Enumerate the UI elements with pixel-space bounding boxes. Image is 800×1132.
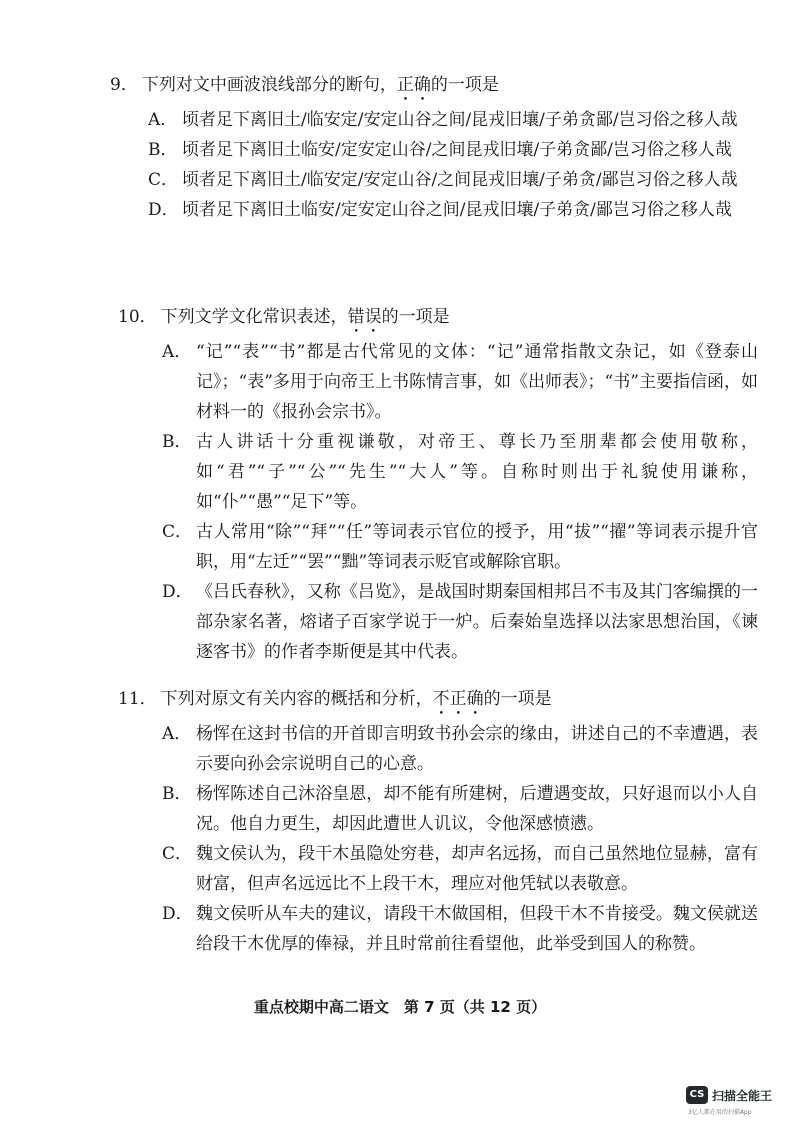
stem-emphasis: 正确 bbox=[396, 75, 431, 95]
stem-text: 下列对文中画波浪线部分的断句， bbox=[141, 75, 397, 95]
option-a bbox=[162, 337, 758, 427]
option-letter: C． bbox=[148, 170, 179, 190]
stem-text-end: 的一项是 bbox=[430, 75, 499, 95]
watermark-subtitle: 3亿人都在用的扫描App bbox=[688, 1109, 752, 1116]
option-b bbox=[162, 779, 758, 839]
option-letter: B． bbox=[162, 784, 192, 804]
option-text: 魏文侯听从车夫的建议，请段干木做国相，但段干木不肯接受。魏文侯就送给段干木优厚的俸禄，并且时常前往看望他，此举受到国人的称赞。 bbox=[196, 904, 758, 954]
stem-text: 下列文学文化常识表述， bbox=[160, 307, 348, 327]
option-text: 杨恽陈述自己沐浴皇恩，却不能有所建树，后遭遇变故，只好退而以小人自况。他自力更生，却因此遭世人讥议，令他深感愤懑。 bbox=[196, 784, 758, 834]
option-text: 古人常用“除”“拜”“任”等词表示官位的授予，用“拔”“擢”等词表示提升官职，用“左迁”“罢”“黜”等词表示贬官或解除官职。 bbox=[196, 522, 758, 572]
question-number: 11． bbox=[118, 689, 157, 709]
stem-text: 下列对原文有关内容的概括和分析， bbox=[160, 689, 433, 709]
question-stem bbox=[110, 70, 750, 105]
option-d bbox=[162, 577, 758, 667]
option-letter: A． bbox=[148, 110, 178, 130]
option-c bbox=[148, 165, 750, 195]
question-stem bbox=[118, 684, 758, 719]
question-stem bbox=[118, 302, 758, 337]
stem-text-end: 的一项是 bbox=[381, 307, 450, 327]
option-letter: A． bbox=[162, 724, 192, 744]
option-c bbox=[162, 517, 758, 577]
option-letter: A． bbox=[162, 342, 192, 362]
option-a bbox=[148, 105, 750, 135]
question-11 bbox=[118, 684, 758, 959]
option-a bbox=[162, 719, 758, 779]
option-d bbox=[162, 899, 758, 959]
option-letter: B． bbox=[162, 432, 192, 452]
option-b bbox=[148, 135, 750, 165]
option-text: 顷者足下离旧土/临安定/安定山谷/之间昆戎旧壤/子弟贪/鄙岂习俗之移人哉 bbox=[182, 170, 738, 190]
option-text: 顷者足下离旧土临安/定安定山谷/之间昆戎旧壤/子弟贪鄙/岂习俗之移人哉 bbox=[182, 140, 732, 160]
option-text: 顷者足下离旧土/临安定/安定山谷之间/昆戎旧壤/子弟贪鄙/岂习俗之移人哉 bbox=[182, 110, 738, 130]
option-text: 《吕氏春秋》，又称《吕览》，是战国时期秦国相邦吕不韦及其门客编撰的一部杂家名著，熔诸子百家学说于一炉。后秦始皇选择以法家思想治国，《谏逐客书》的作者李斯便是其中代表。 bbox=[196, 582, 758, 662]
page-footer: 重点校期中高二语文 第 7 页（共 12 页） bbox=[253, 998, 547, 1016]
scanner-watermark bbox=[686, 1086, 782, 1116]
option-text: 杨恽在这封书信的开首即言明致书孙会宗的缘由，讲述自己的不幸遭遇，表示要向孙会宗说明自己的心意。 bbox=[196, 724, 758, 774]
option-text: 顷者足下离旧土临安/定安定山谷之间/昆戎旧壤/子弟贪/鄙岂习俗之移人哉 bbox=[182, 200, 732, 220]
watermark-name: 扫描全能王 bbox=[712, 1089, 773, 1103]
option-letter: D． bbox=[148, 200, 179, 220]
question-10 bbox=[118, 302, 758, 667]
camscanner-logo-icon: CS bbox=[686, 1086, 708, 1104]
question-number: 10． bbox=[118, 307, 157, 327]
option-letter: D． bbox=[162, 904, 193, 924]
option-letter: D． bbox=[162, 582, 193, 602]
option-letter: B． bbox=[148, 140, 178, 160]
option-letter: C． bbox=[162, 522, 193, 542]
question-number: 9． bbox=[110, 75, 138, 95]
option-d bbox=[148, 195, 750, 225]
option-text: 魏文侯认为，段干木虽隐处穷巷，却声名远扬，而自己虽然地位显赫，富有财富，但声名远远比不上段干木，理应对他凭轼以表敬意。 bbox=[196, 844, 758, 894]
stem-text-end: 的一项是 bbox=[483, 689, 552, 709]
stem-emphasis: 错误 bbox=[347, 307, 382, 327]
option-text: “记”“表”“书”都是古代常见的文体：“记”通常指散文杂记，如《登泰山记》；“表”多用于向帝王上书陈情言事，如《出师表》；“书”主要指信函，如材料一的《报孙会宗书》。 bbox=[196, 342, 758, 422]
option-c bbox=[162, 839, 758, 899]
stem-emphasis: 不正确 bbox=[432, 689, 484, 709]
option-letter: C． bbox=[162, 844, 193, 864]
option-text: 古人讲话十分重视谦敬，对帝王、尊长乃至朋辈都会使用敬称，如“君”“子”“公”“先生”“大人”等。自称时则出于礼貌使用谦称，如“仆”“愚”“足下”等。 bbox=[196, 432, 758, 512]
question-9 bbox=[110, 70, 750, 225]
option-b bbox=[162, 427, 758, 517]
